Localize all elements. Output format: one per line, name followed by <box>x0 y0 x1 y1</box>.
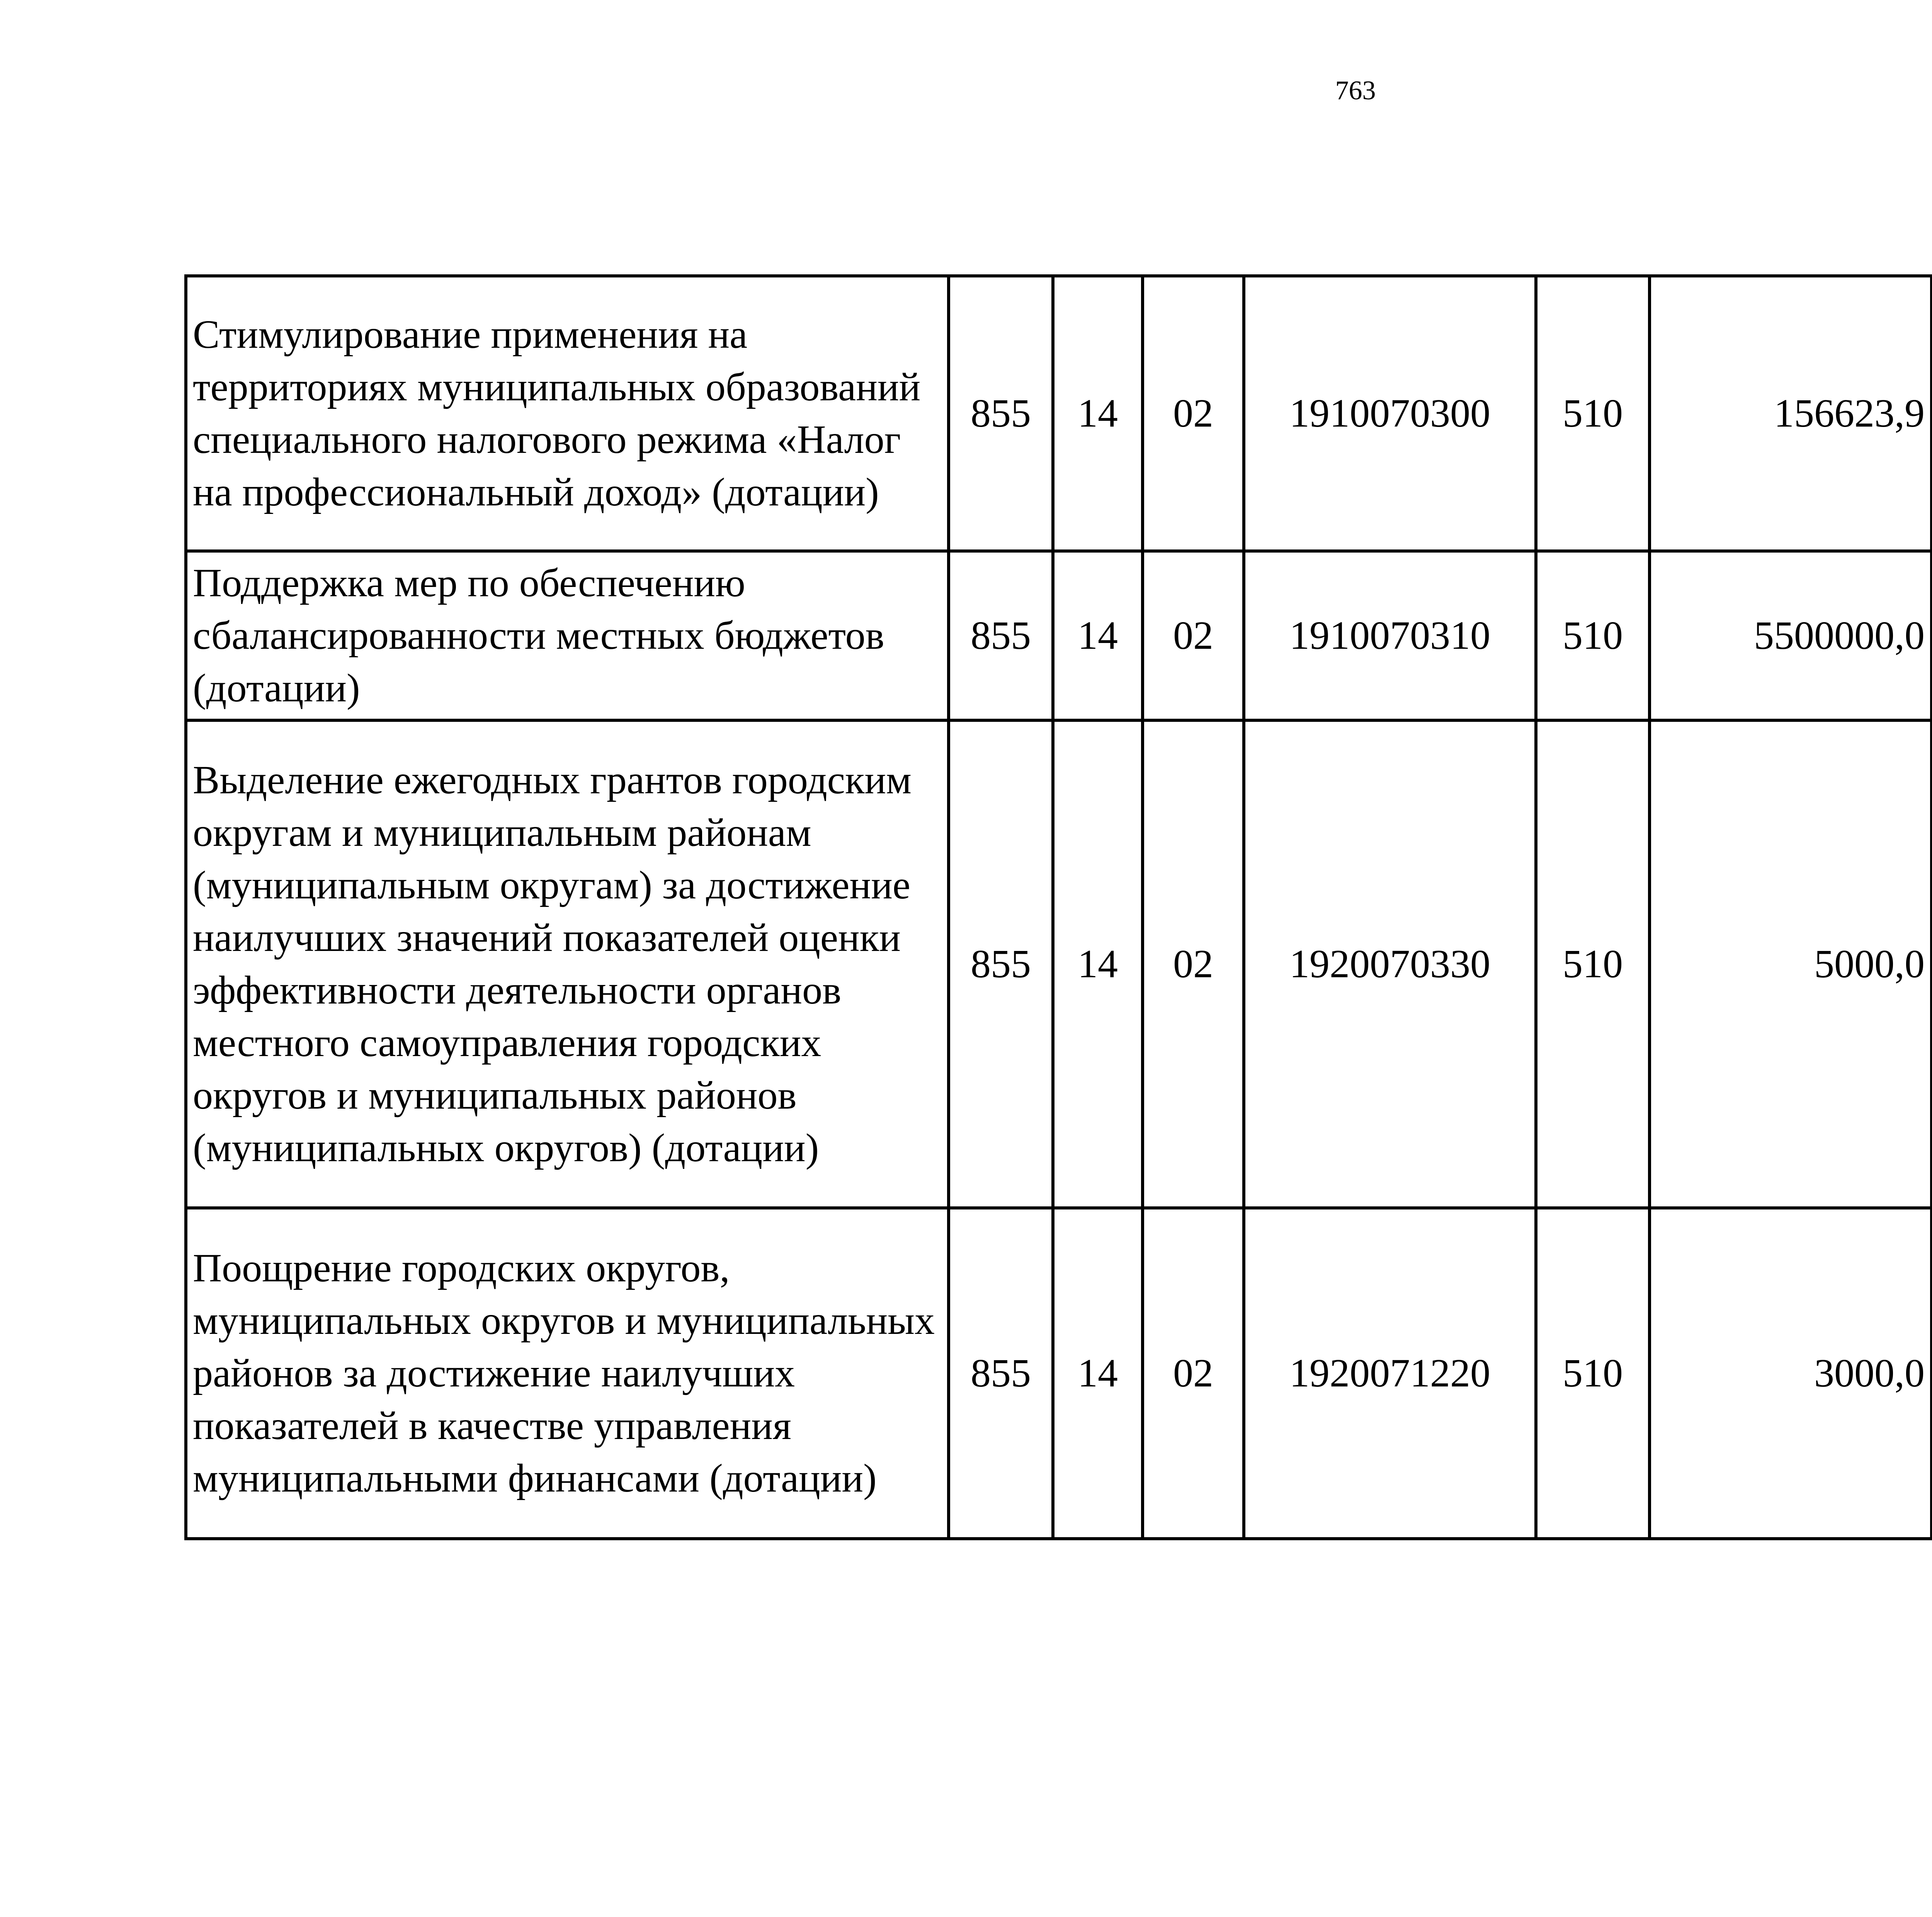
expense-type-code: 510 <box>1536 1208 1650 1539</box>
subsection-code: 02 <box>1143 1208 1244 1539</box>
row-description: Выделение ежегодных грантов городским округам и муниципальным районам (муниципальным округам) за достижение наилучших значений показателей оценки эффективности деятельности органов местного самоуправления городских округов и муниципальных районов (муниципальных округов) (дотации) <box>186 720 949 1208</box>
amount-year-1: 156623,9 <box>1650 276 1932 551</box>
target-article-code: 1920071220 <box>1244 1208 1536 1539</box>
table-row <box>186 720 1932 1208</box>
section-code: 14 <box>1053 720 1143 1208</box>
subsection-code: 02 <box>1143 720 1244 1208</box>
amount-year-1: 5000,0 <box>1650 720 1932 1208</box>
expense-type-code: 510 <box>1536 720 1650 1208</box>
table-row <box>186 551 1932 720</box>
ministry-code: 855 <box>949 276 1053 551</box>
budget-table <box>184 274 1932 1540</box>
target-article-code: 1910070310 <box>1244 551 1536 720</box>
expense-type-code: 510 <box>1536 551 1650 720</box>
amount-year-1: 3000,0 <box>1650 1208 1932 1539</box>
ministry-code: 855 <box>949 1208 1053 1539</box>
row-description: Поддержка мер по обеспечению сбалансированности местных бюджетов (дотации) <box>186 551 949 720</box>
subsection-code: 02 <box>1143 276 1244 551</box>
page-number: 763 <box>1335 76 1376 105</box>
row-description: Поощрение городских округов, муниципальных округов и муниципальных районов за достижение наилучших показателей в качестве управления муниципальными финансами (дотации) <box>186 1208 949 1539</box>
subsection-code: 02 <box>1143 551 1244 720</box>
expense-type-code: 510 <box>1536 276 1650 551</box>
table-row <box>186 1208 1932 1539</box>
section-code: 14 <box>1053 1208 1143 1539</box>
amount-year-1: 5500000,0 <box>1650 551 1932 720</box>
target-article-code: 1910070300 <box>1244 276 1536 551</box>
table-row <box>186 276 1932 551</box>
section-code: 14 <box>1053 551 1143 720</box>
ministry-code: 855 <box>949 551 1053 720</box>
target-article-code: 1920070330 <box>1244 720 1536 1208</box>
section-code: 14 <box>1053 276 1143 551</box>
row-description: Стимулирование применения на территориях муниципальных образований специального налогового режима «Налог на профессиональный доход» (дотации) <box>186 276 949 551</box>
ministry-code: 855 <box>949 720 1053 1208</box>
